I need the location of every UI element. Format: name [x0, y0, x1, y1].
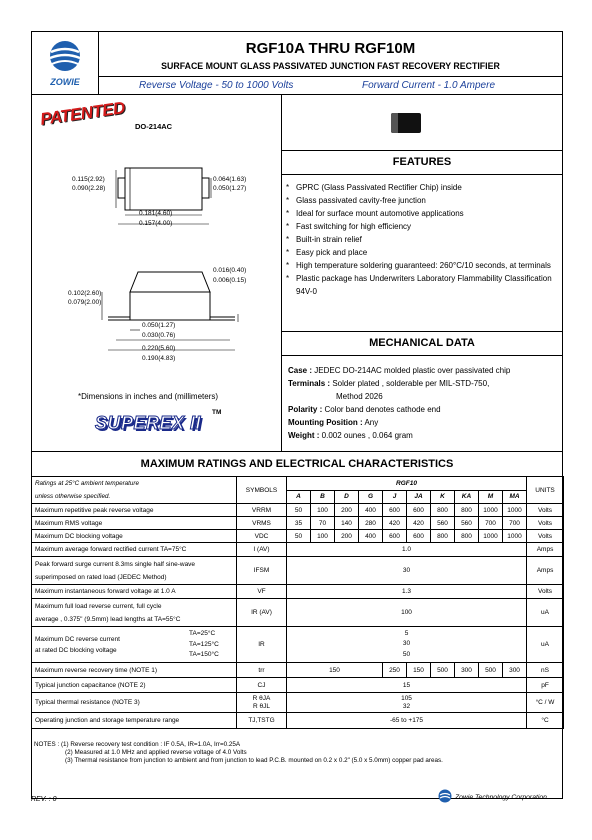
package-side-view-drawing [90, 262, 280, 372]
mechanical-data [288, 364, 558, 442]
features-top-line [281, 150, 563, 151]
unit-cell: uA [527, 599, 564, 627]
grade-header: KA [455, 490, 479, 504]
value-cell: 30 [287, 557, 527, 585]
dim-body-length-max: 0.181(4.60) [139, 210, 173, 217]
header-bottom-line [31, 94, 563, 95]
features-title-line [281, 174, 563, 175]
param-cell: Typical junction capacitance (NOTE 2) [32, 678, 237, 693]
feature-item: * Fast switching for high efficiency [286, 222, 412, 231]
grade-header: K [431, 490, 455, 504]
unit-cell: nS [527, 663, 564, 678]
dim-lead-min: 0.050(1.27) [213, 185, 247, 192]
notes-block [34, 741, 443, 765]
value-cell: 140 [335, 517, 359, 530]
value-cell: 420 [407, 517, 431, 530]
conditions-cell: Ratings at 25°C ambient temperature unless otherwise specified. [32, 477, 237, 504]
value-cell: 200 [335, 530, 359, 543]
trademark-mark: TM [212, 409, 222, 416]
note-2: (2) Measured at 1.0 MHz and applied reverse voltage of 4.0 Volts [65, 749, 247, 756]
unit-cell: °C / W [527, 693, 564, 713]
table-row [32, 627, 564, 663]
unit-cell: Amps [527, 557, 564, 585]
value-cell: 800 [455, 504, 479, 517]
symbol-cell: VRMS [237, 517, 287, 530]
value-cell: 800 [455, 530, 479, 543]
company-name: Zowie Technology Corporation [455, 794, 547, 801]
grade-header: B [311, 490, 335, 504]
value-cell: 105 32 [287, 693, 527, 713]
ratings-title: MAXIMUM RATINGS AND ELECTRICAL CHARACTERISTICS [140, 458, 454, 470]
temp-125: TA=125°C [189, 640, 219, 648]
feature-item: * Built-in strain relief [286, 235, 362, 244]
grade-header: M [479, 490, 503, 504]
value-cell: 500 [431, 663, 455, 678]
table-row [32, 585, 564, 599]
ratings-table [31, 476, 564, 729]
param-cell: Maximum full load reverse current, full cycle average , 0.375" (9.5mm) lead lengths at TA=55°C [32, 599, 237, 627]
page-subtitle: SURFACE MOUNT GLASS PASSIVATED JUNCTION FAST RECOVERY RECTIFIER [161, 61, 500, 71]
mech-weight: Weight : 0.002 ounes , 0.064 gram [288, 431, 413, 440]
table-row [32, 517, 564, 530]
units-header: UNITS [527, 477, 564, 504]
table-row [32, 504, 564, 517]
unit-cell: °C [527, 713, 564, 729]
value-cell: 100 [287, 599, 527, 627]
value-cell: 1000 [503, 530, 527, 543]
param-cell: Maximum RMS voltage [32, 517, 237, 530]
mechanical-title: MECHANICAL DATA [369, 337, 475, 349]
table-row [32, 557, 564, 585]
value-cell: 50 [287, 504, 311, 517]
dim-side-height-max: 0.102(2.60) [68, 290, 102, 297]
temp-25: TA=25°C [189, 630, 216, 637]
param-cell: Maximum DC blocking voltage [32, 530, 237, 543]
grade-header: MA [503, 490, 527, 504]
current-spec: Forward Current - 1.0 Ampere [362, 80, 496, 91]
features-list [286, 181, 556, 298]
dim-height-min: 0.090(2.28) [72, 185, 106, 192]
symbol-cell: IR [237, 627, 287, 663]
grade-header: J [383, 490, 407, 504]
temp-conditions [189, 629, 219, 661]
column-divider [281, 94, 282, 451]
value-cell: 250 [383, 663, 407, 678]
mech-case: Case : JEDEC DO-214AC molded plastic over passivated chip [288, 366, 511, 375]
ratings-top-line [31, 451, 563, 452]
dim-lead-max: 0.064(1.63) [213, 176, 247, 183]
footer-logo-icon [438, 789, 452, 803]
unit-cell: Volts [527, 530, 564, 543]
symbol-cell: R θJA R θJL [237, 693, 287, 713]
symbol-cell: TJ,TSTG [237, 713, 287, 729]
dim-foot-min: 0.030(0.76) [142, 332, 176, 339]
zowie-logo [40, 36, 90, 88]
unit-cell: Amps [527, 543, 564, 557]
grade-header: JA [407, 490, 431, 504]
features-title: FEATURES [392, 156, 452, 168]
value-cell: 70 [311, 517, 335, 530]
feature-item: * Ideal for surface mount automotive applications [286, 209, 464, 218]
value-cell: 100 [311, 504, 335, 517]
value-cell: 1000 [479, 504, 503, 517]
header-divider [98, 76, 563, 77]
cathode-band [391, 113, 398, 133]
symbol-cell: I (AV) [237, 543, 287, 557]
note-3: (3) Thermal resistance from junction to ambient and from junction to lead P.C.B. mounted on 0.2 x 0.2" (5.0 x 5.0mm) copper pad areas. [65, 757, 443, 764]
symbol-cell: VRRM [237, 504, 287, 517]
value-cell: 5 30 50 [287, 627, 527, 663]
value-cell: 560 [431, 517, 455, 530]
feature-item: * Plastic package has Underwriters Laboratory Flammability Classification 94V-0 [286, 274, 552, 296]
revision: REV. : 0 [31, 796, 57, 803]
temp-150: TA=150°C [189, 651, 219, 658]
value-cell: 1.0 [287, 543, 527, 557]
grade-header: D [335, 490, 359, 504]
feature-item: * GPRC (Glass Passivated Rectifier Chip) inside [286, 183, 462, 192]
mechanical-title-line [281, 355, 563, 356]
value-cell: 420 [383, 517, 407, 530]
value-cell: 15 [287, 678, 527, 693]
param-cell: Maximum reverse recovery time (NOTE 1) [32, 663, 237, 678]
param-cell: Maximum repetitive peak reverse voltage [32, 504, 237, 517]
patented-stamp: PATENTED [39, 98, 126, 129]
symbol-cell: trr [237, 663, 287, 678]
dim-height-max: 0.115(2.92) [72, 176, 105, 183]
value-cell: 400 [359, 530, 383, 543]
unit-cell: Volts [527, 585, 564, 599]
symbol-cell: VF [237, 585, 287, 599]
table-row [32, 663, 564, 678]
value-cell: 300 [503, 663, 527, 678]
symbol-cell: IR (AV) [237, 599, 287, 627]
note-1: NOTES : (1) Reverse recovery test condition : IF 0.5A, IR=1.0A, Irr=0.25A [34, 741, 241, 748]
param-cell: Maximum DC reverse current at rated DC blocking voltage TA=25°C TA=125°C TA=150°C [32, 627, 237, 663]
feature-item: * Glass passivated cavity-free junction [286, 196, 426, 205]
dim-side-height-min: 0.079(2.00) [68, 299, 102, 306]
symbol-cell: IFSM [237, 557, 287, 585]
table-row [32, 713, 564, 729]
feature-item: * High temperature soldering guaranteed: 260°C/10 seconds, at terminals [286, 261, 551, 270]
table-row [32, 693, 564, 713]
package-name: DO-214AC [135, 122, 173, 131]
dimension-note: *Dimensions in inches and (millimeters) [78, 392, 219, 401]
unit-cell: Volts [527, 504, 564, 517]
mech-terminals: Terminals : Solder plated , solderable per MIL-STD-750, [288, 379, 490, 388]
dim-overall-min: 0.190(4.83) [142, 355, 176, 362]
value-cell: 600 [407, 530, 431, 543]
grade-header: G [359, 490, 383, 504]
table-row [32, 530, 564, 543]
mech-mounting: Mounting Position : Any [288, 418, 379, 427]
value-cell: 400 [359, 504, 383, 517]
table-row [32, 678, 564, 693]
dim-lead-thick-min: 0.006(0.15) [213, 277, 247, 284]
unit-cell: uA [527, 627, 564, 663]
dim-body-length-min: 0.157(4.00) [139, 220, 173, 227]
param-cell: Operating junction and storage temperature range [32, 713, 237, 729]
param-cell: Maximum average forward rectified current TA=75°C [32, 543, 237, 557]
value-cell: 700 [479, 517, 503, 530]
param-cell: Peak forward surge current 8.3ms single half sine-wave superimposed on rated load (JEDEC Method) [32, 557, 237, 585]
value-cell: 500 [479, 663, 503, 678]
value-cell: 700 [503, 517, 527, 530]
group-header: RGF10 [287, 477, 527, 491]
value-cell: 150 [407, 663, 431, 678]
param-cell: Maximum instantaneous forward voltage at 1.0 A [32, 585, 237, 599]
voltage-spec: Reverse Voltage - 50 to 1000 Volts [139, 80, 294, 91]
value-cell: 200 [335, 504, 359, 517]
symbol-cell: CJ [237, 678, 287, 693]
grade-header: A [287, 490, 311, 504]
value-cell: 1.3 [287, 585, 527, 599]
param-cell: Typical thermal resistance (NOTE 3) [32, 693, 237, 713]
dim-overall-max: 0.220(5.60) [142, 345, 176, 352]
feature-item: * Easy pick and place [286, 248, 368, 257]
mech-terminals-method: Method 2026 [336, 392, 383, 401]
unit-cell: Volts [527, 517, 564, 530]
value-cell: 150 [287, 663, 383, 678]
value-cell: 1000 [503, 504, 527, 517]
value-cell: 600 [383, 530, 407, 543]
package-top-view-drawing [90, 160, 270, 240]
svg-text:ZOWIE: ZOWIE [50, 77, 80, 87]
voltage-rows [32, 504, 564, 543]
mechanical-top-line [281, 331, 563, 332]
value-cell: 300 [455, 663, 479, 678]
unit-cell: pF [527, 678, 564, 693]
value-cell: 50 [287, 530, 311, 543]
symbols-header: SYMBOLS [237, 477, 287, 504]
table-row [32, 599, 564, 627]
value-cell: 560 [455, 517, 479, 530]
value-cell: 600 [407, 504, 431, 517]
superex-logo: SUPEREX II [95, 413, 202, 433]
value-cell: 35 [287, 517, 311, 530]
value-cell: 600 [383, 504, 407, 517]
value-cell: 800 [431, 504, 455, 517]
value-cell: 800 [431, 530, 455, 543]
value-cell: 1000 [479, 530, 503, 543]
mech-polarity: Polarity : Color band denotes cathode end [288, 405, 441, 414]
table-row [32, 543, 564, 557]
package-photo [391, 113, 421, 133]
symbol-cell: VDC [237, 530, 287, 543]
value-cell: 100 [311, 530, 335, 543]
dim-foot-max: 0.050(1.27) [142, 322, 176, 329]
value-cell: 280 [359, 517, 383, 530]
value-cell: -65 to +175 [287, 713, 527, 729]
page-title: RGF10A THRU RGF10M [245, 40, 416, 57]
dim-lead-thick-max: 0.016(0.40) [213, 267, 247, 274]
